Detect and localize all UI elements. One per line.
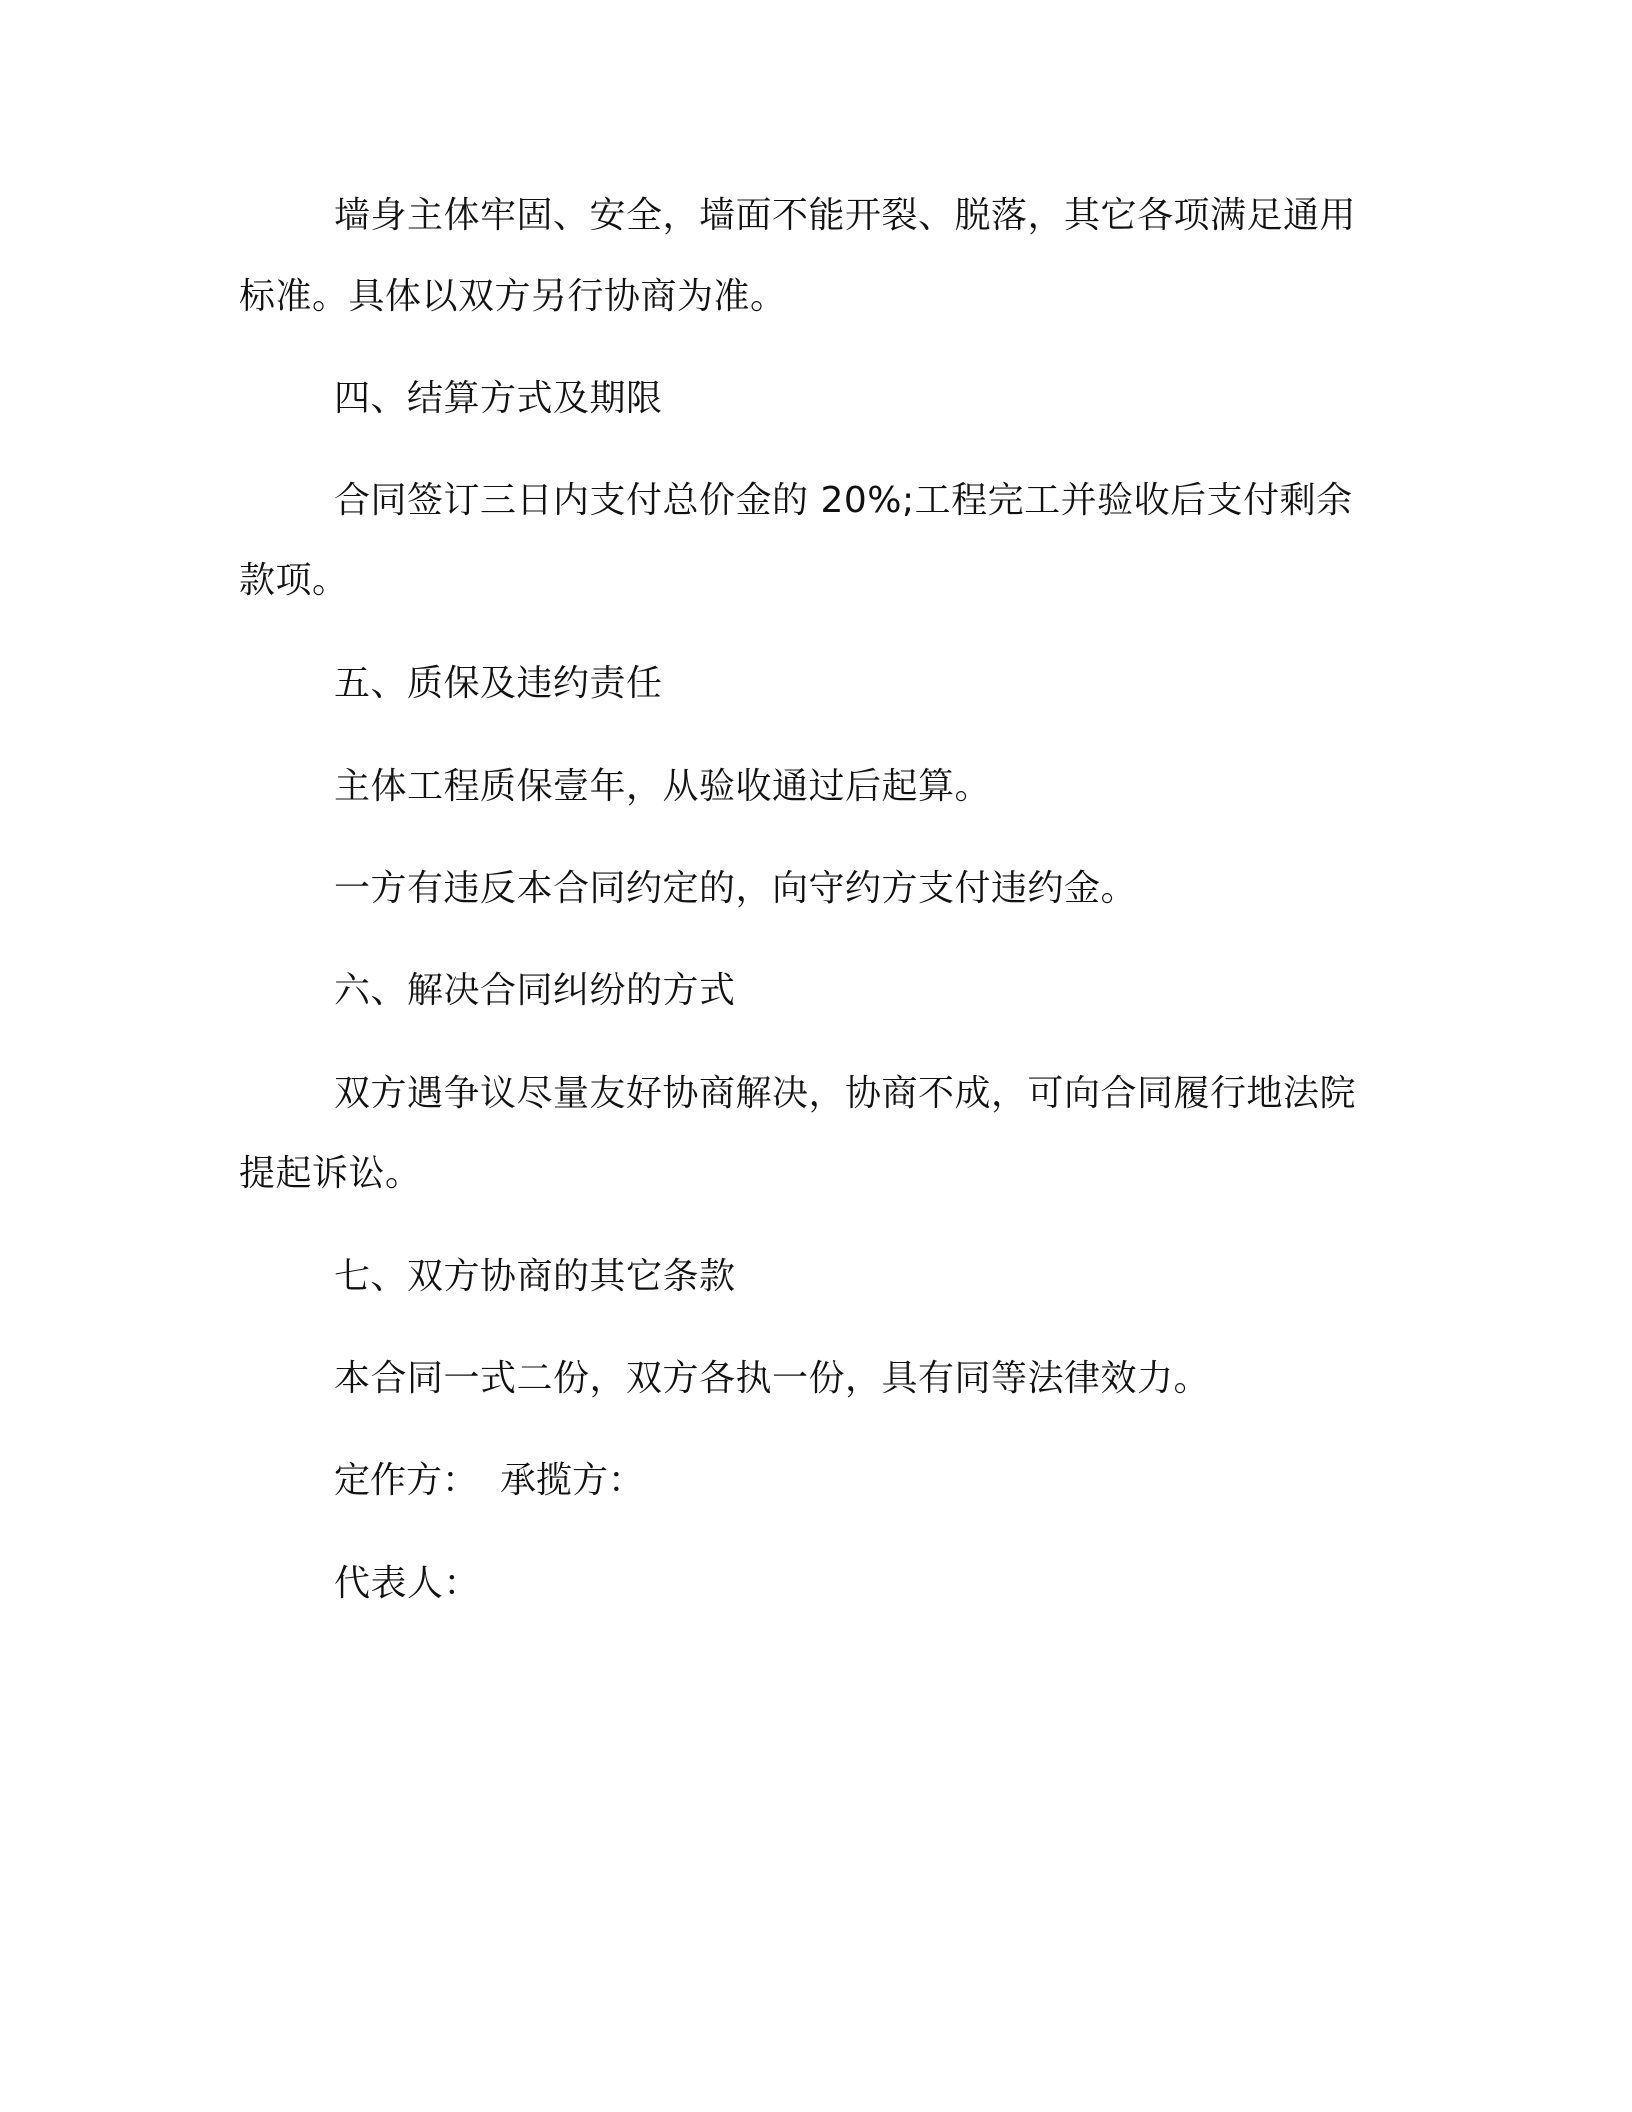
clause-5-heading: 五、质保及违约责任	[334, 663, 663, 704]
clause-6-heading: 六、解决合同纠纷的方式	[334, 970, 736, 1011]
clause-5-breach: 一方有违反本合同约定的，向守约方支付违约金。	[334, 868, 1138, 909]
clause-6-body-line-2: 提起诉讼。	[239, 1153, 422, 1194]
clause-6-body-line-1: 双方遇争议尽量友好协商解决，协商不成，可向合同履行地法院	[334, 1073, 1357, 1114]
clause-3-body-line-2: 标准。具体以双方另行协商为准。	[239, 276, 787, 317]
clause-4-body-line-1: 合同签订三日内支付总价金的 20%;工程完工并验收后支付剩余	[334, 480, 1353, 521]
clause-3-body-line-1: 墙身主体牢固、安全，墙面不能开裂、脱落，其它各项满足通用	[334, 195, 1357, 236]
ordering-party-label: 定作方：	[334, 1460, 479, 1501]
clause-7-heading: 七、双方协商的其它条款	[334, 1256, 736, 1297]
clause-7-copies: 本合同一式二份，双方各执一份，具有同等法律效力。	[334, 1358, 1211, 1399]
clause-4-body-line-2: 款项。	[239, 560, 349, 601]
clause-4-heading: 四、结算方式及期限	[334, 378, 663, 419]
representative-label: 代表人：	[334, 1563, 481, 1604]
signatory-line	[334, 1461, 644, 1501]
clause-5-warranty: 主体工程质保壹年，从验收通过后起算。	[334, 766, 992, 807]
contractor-label: 承揽方：	[500, 1460, 645, 1501]
